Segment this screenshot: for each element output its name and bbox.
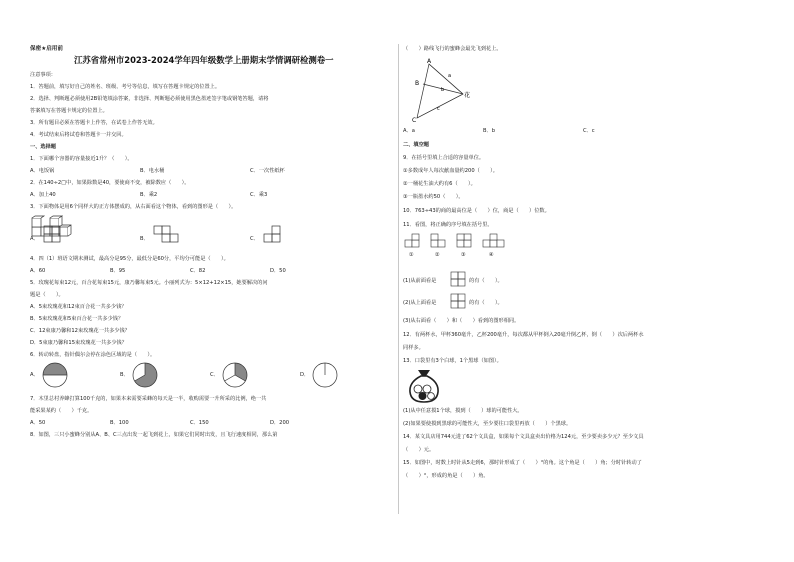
- q3-option-c: C．: [250, 236, 259, 242]
- q11-item-1-tail: 的有（ ）。: [469, 278, 503, 284]
- tri-label-c: C: [412, 117, 417, 124]
- q6-option-c: C．: [210, 372, 219, 378]
- q4-option-d: D．50: [270, 268, 286, 274]
- q4-option-b: B．95: [110, 268, 126, 274]
- ball-bag-figure: [407, 368, 441, 408]
- question-5-line2: 题是（ ）。: [30, 292, 64, 298]
- question-6: 6．转动转盘，指针偶尔会停在涂色区域的是（ ）。: [30, 352, 156, 358]
- spinner-a-icon: [42, 362, 68, 392]
- q2-option-c: C．乘3: [250, 192, 268, 198]
- q5-option-d: D．5束康乃馨和15束玫瑰花一共多少钱？: [30, 340, 127, 346]
- q2-option-b: B．乘2: [140, 192, 158, 198]
- path-label-c: c: [437, 106, 440, 112]
- q4-option-c: C．82: [190, 268, 206, 274]
- notes-heading: 注意事项：: [30, 72, 56, 78]
- q11-item-3: (3)从右面看（ ）和（ ）看到的图形相同。: [403, 318, 520, 324]
- q11-num-1: ①: [409, 252, 414, 258]
- question-14: 14．某文具店用744元进了62个文具盒，如果每个文具盒卖出价格为124元，至少要卖多少元？至少文具: [403, 434, 644, 440]
- path-label-a: a: [448, 73, 452, 79]
- q4-option-a: A．60: [30, 268, 46, 274]
- question-8-tail: （ ）路线飞行的蜜蜂会最先飞到花上。: [403, 46, 502, 52]
- q9-item-2: ②一桶花生油大约有6（ ）。: [403, 181, 476, 187]
- question-12: 12．有两杯水，甲杯360毫升，乙杯200毫升，每次都从甲杯倒入20毫升倒乙杯，倒（ ）次后两杯水: [403, 332, 644, 338]
- note-4: 4．考试结束后将试卷和答题卡一并交回。: [30, 132, 127, 138]
- question-15-tail: （ ）°，形成的角是（ ）角。: [403, 473, 489, 479]
- top-view-icon: [451, 294, 467, 314]
- section-choice-heading: 一、选择题: [30, 144, 56, 150]
- q3-shape-a-icon: [44, 226, 64, 246]
- spinner-c-icon: [222, 362, 248, 392]
- q6-option-b: B．: [120, 372, 129, 378]
- q9-item-1: ①多数成年人每次献血量约200（ ）。: [403, 168, 498, 174]
- question-13: 13．口袋里有3个白球，1个黑球（如图）。: [403, 358, 502, 364]
- question-3: 3．下面物体是用6个同样大的正方体摆成的，从右面看这个物体，看到的图形是（ ）。: [30, 204, 237, 210]
- q11-item-1: (1)从前面看是: [403, 278, 437, 284]
- tri-label-a: A: [427, 58, 432, 65]
- q8-option-c: C．c: [583, 128, 595, 134]
- question-12-tail: 同样多。: [403, 345, 424, 351]
- question-5-line1: 5．玫瑰花每束12元，百合花每束15元，康乃馨每束5元。小丽列式为：5×12+12×15，她要解决的问: [30, 280, 268, 286]
- question-11: 11．看图，将正确的序号填在括号里。: [403, 222, 493, 228]
- q5-option-a: A．5束玫瑰花和12束百合花一共多少钱？: [30, 304, 127, 310]
- q7-option-c: C．150: [190, 420, 209, 426]
- q13-item-2: (2)如果要使摸到黑球的可能性大，至少要往口袋里再放（ ）个黑球。: [403, 421, 572, 427]
- q3-option-b: B．: [140, 236, 149, 242]
- q11-num-3: ③: [461, 252, 466, 258]
- q11-item-2-tail: 的有（ ）。: [469, 300, 503, 306]
- q1-option-a: A．电饭锅: [30, 168, 55, 174]
- q11-num-4: ④: [489, 252, 494, 258]
- q11-num-2: ②: [435, 252, 440, 258]
- q3-shape-c-icon: [264, 226, 284, 246]
- q11-item-2: (2)从上面看是: [403, 300, 437, 306]
- q3-option-a: A．: [30, 236, 39, 242]
- question-7-line1: 7．木里总村养蜂打算100千克的，如果本来需要采蜂的每天是一半，收购需要一升所采的比例，绝一共: [30, 396, 267, 402]
- q8-option-a: A．a: [403, 128, 415, 134]
- q8-option-b: B．b: [483, 128, 496, 134]
- note-3: 3．所有题目必须在答题卡上作答，在试卷上作答无效。: [30, 120, 158, 126]
- page-title: 江苏省常州市2023-2024学年四年级数学上册期末学情调研检测卷一: [74, 55, 334, 65]
- q11-cube-figures: [405, 234, 515, 258]
- q3-shape-b-icon: [154, 226, 182, 246]
- tri-label-b: B: [415, 80, 420, 87]
- question-7-line2: 能采果某约（ ）千克。: [30, 408, 93, 414]
- q6-option-a: A．: [30, 372, 39, 378]
- q6-option-d: D．: [300, 372, 310, 378]
- question-2: 2．在140÷2□中，如果除数是40，要使商不变，被除数应（ ）。: [30, 180, 190, 186]
- q13-item-1: (1)从中任意摸1个球，摸到（ ）球的可能性大。: [403, 408, 523, 414]
- note-2: 2．选择、判断题必须使用2B铅笔填涂答案，非选择、判断题必须使用黑色墨迹签字笔或钢笔答题，请将: [30, 96, 269, 102]
- bee-triangle-figure: [411, 60, 481, 126]
- q1-option-b: B．电水桶: [140, 168, 165, 174]
- q7-option-d: D．200: [270, 420, 290, 426]
- q5-option-b: B．5束玫瑰花和5束百合花一共多少钱？: [30, 316, 124, 322]
- q7-option-a: A．50: [30, 420, 46, 426]
- section-fill-heading: 二、填空题: [403, 142, 429, 148]
- question-8: 8．如图，三只小蜜蜂分别从A、B、C三点出发一起飞到花上，如果它们同时出发，且飞行速度相同，那么第: [30, 432, 278, 438]
- q7-option-b: B．100: [110, 420, 129, 426]
- left-column: [30, 0, 400, 562]
- q2-option-a: A．加上40: [30, 192, 56, 198]
- spinner-d-icon: [312, 362, 338, 392]
- note-1: 1．答题前，填写好自己的姓名、班级、考号等信息，填写在答题卡规定的位置上。: [30, 84, 221, 90]
- right-column: [403, 0, 773, 562]
- question-1: 1．下面哪个容器的容量接近1升？（ ）。: [30, 156, 133, 162]
- question-4: 4．四（1）班语文期末测试，最高分是95分，最低分是60分，平均分可能是（ ）。: [30, 256, 229, 262]
- q9-item-3: ③一瓶墨水约50（ ）。: [403, 194, 464, 200]
- path-label-b: b: [441, 87, 445, 93]
- q5-option-c: C．12束康乃馨和12束玫瑰花一共多少钱？: [30, 328, 130, 334]
- spinner-b-icon: [132, 362, 158, 392]
- note-2b: 答案填写在答题卡规定的位置上。: [30, 108, 108, 114]
- question-15: 15．如图中，时数上时针从5走到6，那时针形成了（ ）°的角。这个角是（ ）角；分时针转动了: [403, 460, 642, 466]
- front-view-icon: [451, 272, 467, 292]
- question-9: 9．在括号里填上合适的容量单位。: [403, 155, 485, 161]
- q1-option-c: C．一次性纸杯: [250, 168, 285, 174]
- flower-label: 花: [464, 92, 471, 99]
- secret-label: 保密★启用前: [30, 46, 63, 52]
- question-14-tail: （ ）元。: [403, 447, 435, 453]
- question-10: 10．763÷43的商的最高位是（ ）位，商是（ ）位数。: [403, 208, 550, 214]
